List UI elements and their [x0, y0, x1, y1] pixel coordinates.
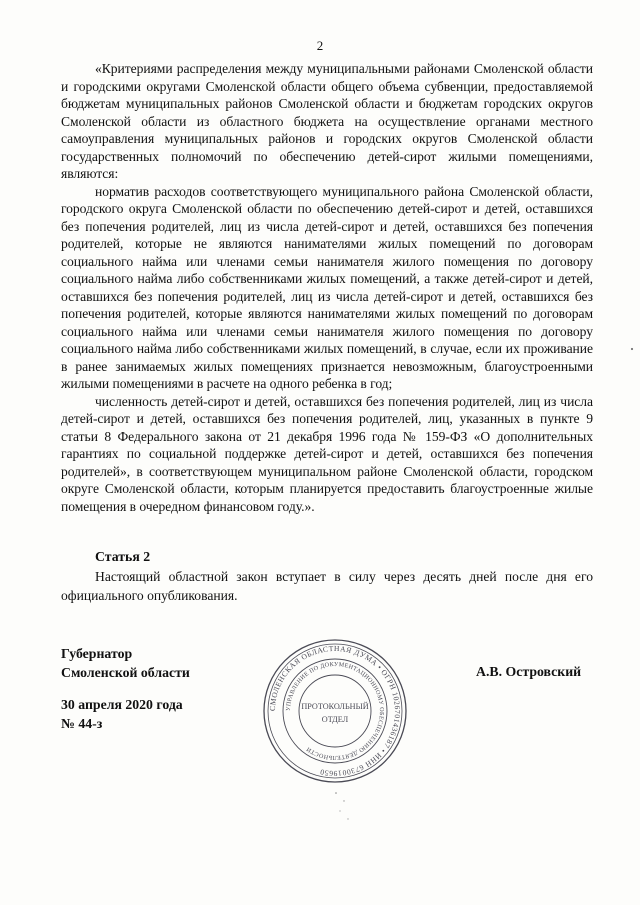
paragraph-orphan-count: численность детей-сирот и детей, оставшихся без попечения родителей, лиц из числа детей-сирот и детей, оставшихся без попечения родителей, лиц, указанных в пункте 9 статьи 8 Федерального закона от 21 декабря 1996 года № 159-ФЗ «О дополнительных гарантиях по социальной поддержке детей-сирот и детей, оставшихся без попечения родителей», в соответствующем муниципальном районе Смоленской области, городском округе Смоленской области, которым планируется предоставить благоустроенные жилые помещения в очередном финансовом году.».	[61, 393, 593, 514]
scan-specks	[326, 787, 366, 827]
article-text: Настоящий областной закон вступает в силу через десять дней после дня его официального опубликования.	[61, 569, 593, 603]
signatory-title-line1: Губернатор	[61, 646, 133, 661]
stamp-outer-circle	[264, 640, 406, 782]
official-stamp	[262, 638, 408, 784]
stamp-center-line2: ОТДЕЛ	[321, 715, 349, 724]
law-date-number	[61, 696, 183, 733]
signatory-title	[61, 645, 190, 682]
law-number: № 44-з	[61, 715, 103, 731]
body-text	[61, 60, 593, 515]
paragraph-criteria-intro: «Критериями распределения между муниципальными районами Смоленской области и городскими округами Смоленской области общего объема субвенции, предоставляемой бюджетам муниципальных районов Смоленской области и бюджетам городских округов Смоленской области из областного бюджета на осуществление органами местного самоуправления муниципальных районов и городских округов Смоленской области государственных полномочий по обеспечению детей-сирот жилыми помещениями, являются:	[61, 61, 593, 181]
signatory-title-line2: Смоленской области	[61, 664, 190, 680]
law-date: 30 апреля 2020 года	[61, 697, 183, 712]
paragraph-expense-norm: норматив расходов соответствующего муниципального района Смоленской области, городского округа Смоленской области по обеспечению детей-сирот и детей, оставшихся без попечения родителей, лиц из числа детей-сирот и детей, оставшихся без попечения родителей, которые не являются нанимателями жилых помещений по договорам социального найма или членами семьи нанимателя жилого помещения по договору социального найма либо собственниками жилых помещений, а также детей-сирот и детей, оставшихся без попечения родителей, лиц из числа детей-сирот и детей, оставшихся без попечения родителей, которые являются нанимателями жилых помещений по договорам социального найма или членами семьи нанимателя жилого помещения по договору социального найма либо собственниками жилых помещений, в случае, если их проживание в ранее занимаемых жилых помещениях признается невозможным, благоустроенными жилыми помещениями в расчете на одного ребенка в год;	[61, 183, 593, 391]
signatory-name: А.В. Островский	[476, 664, 582, 679]
scan-dot	[628, 345, 636, 353]
article-title: Статья 2	[95, 549, 151, 564]
stamp-outer-ring-text: СМОЛЕНСКАЯ ОБЛАСТНАЯ ДУМА • ОГРН 1026701436187 • ИНН 6730019650	[267, 643, 403, 779]
stamp-center-line1: ПРОТОКОЛЬНЫЙ	[301, 702, 369, 711]
page-number: 2	[316, 38, 324, 53]
stamp-inner-circle	[299, 675, 371, 747]
stamp-inner-ring-text: УПРАВЛЕНИЕ ПО ДОКУМЕНТАЦИОННОМУ ОБЕСПЕЧЕНИЮ ДЕЯТЕЛЬНОСТИ	[285, 661, 385, 761]
